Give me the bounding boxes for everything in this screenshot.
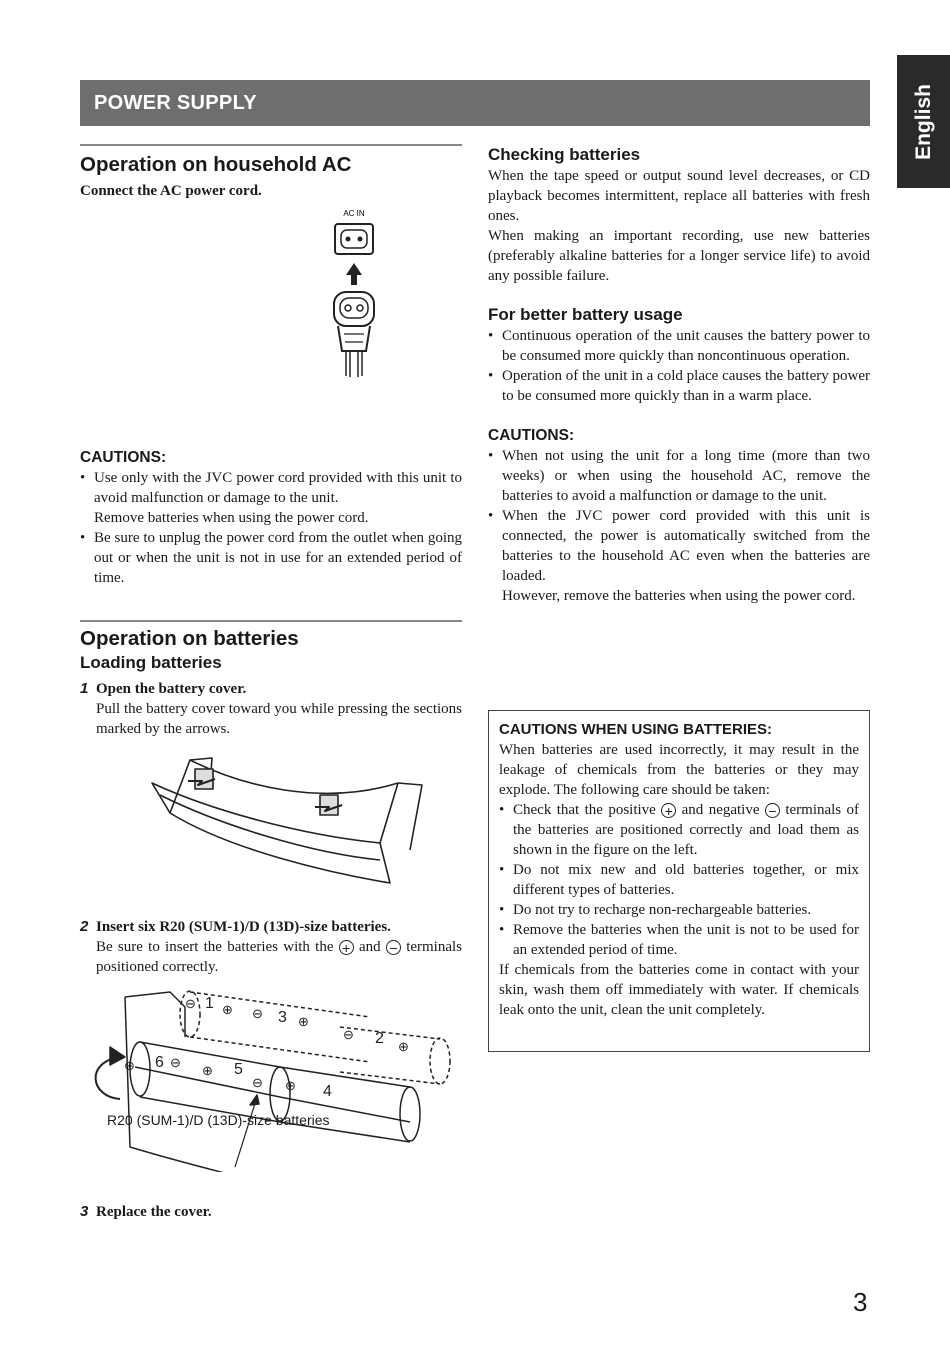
battery-number: 2 (375, 1030, 384, 1047)
step-number: 2 (80, 918, 89, 935)
battery-number: 6 (155, 1054, 164, 1071)
svg-text:⊕: ⊕ (285, 1078, 296, 1093)
battery-number: 4 (323, 1083, 332, 1100)
step-1-title: Open the battery cover. (96, 681, 247, 697)
svg-text:⊕: ⊕ (222, 1002, 233, 1017)
terminal-markers (124, 996, 409, 1093)
svg-text:⊕: ⊕ (202, 1063, 213, 1078)
ac-cautions-heading: CAUTIONS: (80, 449, 167, 466)
right-cautions-list (488, 446, 870, 606)
battery-cautions-box (488, 710, 870, 1052)
battery-number: 3 (278, 1009, 287, 1026)
battery-cover-figure (80, 755, 462, 905)
svg-text:⊖: ⊖ (252, 1006, 263, 1021)
caution-extra: Remove batteries when using the power cord. (94, 510, 369, 526)
step-3 (80, 1202, 462, 1222)
section-title: POWER SUPPLY (94, 91, 257, 114)
battery-loading-figure (80, 987, 462, 1172)
step-3-title: Replace the cover. (96, 1204, 212, 1220)
list-item: • Remove the batteries when the unit is not to be used for an extended period of time. (499, 920, 859, 960)
step-2 (80, 917, 462, 977)
section-title-banner (80, 80, 870, 126)
list-item: • Be sure to unplug the power cord from the outlet when going out or when the unit is not in use for an extended period of time. (80, 528, 462, 588)
language-tab-label: English (911, 83, 935, 160)
list-item: • When the JVC power cord provided with this unit is connected, the power is automatically switched from the batteries to the household AC even when the batteries are loaded. However, remove the batteries when using the power cord. (488, 506, 870, 606)
box-outro: If chemicals from the batteries come in contact with your skin, wash them off immediately with water. If chemicals leak onto the unit, clean the unit completely. (499, 962, 859, 1018)
better-usage-list (488, 326, 870, 406)
left-column (80, 144, 462, 1222)
step-2-text: Be sure to insert the batteries with the + and − terminals positioned correctly. (96, 939, 463, 975)
list-item: • When not using the unit for a long time (more than two weeks) or when using the household AC, remove the batteries to avoid a malfunction or damage to the unit. (488, 446, 870, 506)
ac-heading: Operation on household AC (80, 153, 352, 176)
language-tab (897, 55, 950, 188)
list-item: • Use only with the JVC power cord provided with this unit to avoid malfunction or damage to the unit. Remove batteries when using the power cord. (80, 468, 462, 528)
step-number: 1 (80, 680, 89, 697)
ac-cautions-list (80, 468, 462, 588)
checking-para-2: When making an important recording, use new batteries (preferably alkaline batteries for a longer service life) to avoid any possible failure. (488, 228, 870, 284)
box-list (499, 800, 859, 960)
step-number: 3 (80, 1203, 89, 1220)
svg-text:⊖: ⊖ (252, 1075, 263, 1090)
right-cautions-heading: CAUTIONS: (488, 427, 575, 444)
arrow-up-icon (346, 263, 362, 285)
checking-batteries-heading: Checking batteries (488, 145, 641, 164)
caution-extra: However, remove the batteries when using the power cord. (502, 588, 856, 604)
list-item: • Check that the positive + and negative − terminals of the batteries are positioned correctly and load them as shown in the figure on the left. (499, 800, 859, 860)
box-intro: When batteries are used incorrectly, it may result in the leakage of chemicals from the batteries or they may explode. The following care should be taken: (499, 742, 859, 798)
right-column (488, 144, 870, 606)
minus-terminal-icon: − (386, 940, 401, 955)
battery-figure-caption: R20 (SUM-1)/D (13D)-size batteries (107, 1112, 330, 1128)
ac-cord-figure (80, 201, 462, 391)
loading-batteries-heading: Loading batteries (80, 653, 222, 672)
svg-text:⊖: ⊖ (185, 996, 196, 1011)
svg-text:⊕: ⊕ (398, 1039, 409, 1054)
power-plug-icon (334, 292, 374, 377)
ac-in-label: AC IN (343, 209, 365, 218)
battery-number: 5 (234, 1061, 243, 1078)
plus-terminal-icon: + (339, 940, 354, 955)
svg-text:⊖: ⊖ (170, 1055, 181, 1070)
minus-terminal-icon: − (765, 803, 780, 818)
ac-instruction: Connect the AC power cord. (80, 183, 262, 199)
list-item: • Continuous operation of the unit causes the battery power to be consumed more quickly than noncontinuous operation. (488, 326, 870, 366)
better-usage-heading: For better battery usage (488, 305, 683, 324)
step-1 (80, 679, 462, 739)
box-heading: CAUTIONS WHEN USING BATTERIES: (499, 721, 773, 738)
divider (80, 620, 462, 622)
page-number: 3 (853, 1287, 868, 1317)
svg-text:⊕: ⊕ (298, 1014, 309, 1029)
svg-text:⊖: ⊖ (343, 1027, 354, 1042)
checking-para-1: When the tape speed or output sound level decreases, or CD playback becomes intermittent, replace all batteries with fresh ones. (488, 168, 870, 224)
list-item: • Do not try to recharge non-rechargeable batteries. (499, 900, 859, 920)
divider (80, 144, 462, 146)
step-2-title: Insert six R20 (SUM-1)/D (13D)-size batteries. (96, 919, 391, 935)
batteries-heading: Operation on batteries (80, 627, 299, 650)
step-1-text: Pull the battery cover toward you while pressing the sections marked by the arrows. (96, 701, 462, 737)
plus-terminal-icon: + (661, 803, 676, 818)
battery-number: 1 (205, 995, 214, 1012)
svg-text:⊕: ⊕ (124, 1058, 135, 1073)
list-item: • Do not mix new and old batteries together, or mix different types of batteries. (499, 860, 859, 900)
list-item: • Operation of the unit in a cold place causes the battery power to be consumed more quickly than in a warm place. (488, 366, 870, 406)
